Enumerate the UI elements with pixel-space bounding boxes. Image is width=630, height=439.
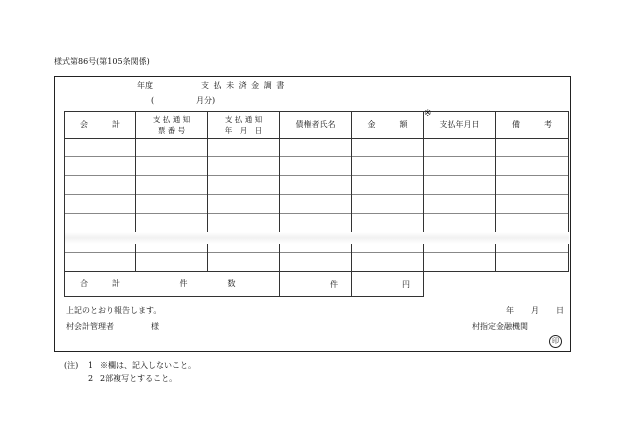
header-payment-date [424,109,495,138]
notes-label: (注) [64,361,79,370]
sender-name: 村指定金融機関 [472,322,528,331]
table-row-line [64,175,569,176]
seal-icon: 印 [549,335,562,348]
header-notice-number-line2: 票 番 号 [157,125,186,135]
count-label-text: 件 数 [179,279,236,288]
month-open-paren: ( [151,96,155,105]
form-title: 支 払 未 済 金 調 書 [201,81,286,90]
remark-mark: ※ [424,109,432,119]
header-notice-number [136,112,207,138]
header-amount [352,112,423,138]
header-notice-date-line2: 年 月 日 [224,125,263,135]
table-left-line [64,111,65,296]
header-account [65,112,135,138]
totals-bottom-line [64,296,424,297]
total-label-text: 合 計 [80,279,120,288]
fiscal-year-label: 年度 [137,81,153,90]
omitted-rows-band [65,232,569,244]
header-notice-number-line1: 支 払 通 知 [152,114,191,124]
header-remarks [496,112,568,138]
recipient-honorific: 様 [151,322,159,331]
month-label: 月分) [196,96,216,105]
table-row-line [64,194,569,195]
header-amount-label: 金 額 [367,120,408,129]
note-number: 2 [88,374,94,383]
report-text: 上記のとおり報告します。 [66,306,162,315]
column-divider [423,111,424,296]
header-creditor-name-label: 債権者氏名 [295,120,336,129]
count-unit: 件 [330,280,338,289]
column-divider [351,111,352,296]
header-creditor-name [280,112,351,138]
table-row-line [64,252,569,253]
note-text: ※欄は、記入しないこと。 [100,361,196,370]
date-year-label: 年 [506,306,514,315]
table-row-line [64,156,569,157]
header-payment-date-label: 支払年月日 [439,120,480,129]
header-account-label: 会 計 [80,120,120,129]
recipient-title: 村会計管理者 [66,322,114,331]
note-text: 2部複写とすること。 [100,374,178,383]
table-header-bottom-line [64,138,569,139]
date-day-label: 日 [556,306,564,315]
table-right-line [568,111,569,271]
table-row-line [64,213,569,214]
header-notice-date [208,112,279,138]
total-label [65,272,135,296]
amount-unit: 円 [402,280,410,289]
date-month-label: 月 [531,306,539,315]
header-notice-date-line1: 支 払 通 知 [224,114,263,124]
header-remarks-label: 備 考 [512,120,552,129]
column-divider [279,111,280,296]
form-number: 様式第86号(第105条関係) [54,57,150,66]
note-number: 1 [88,361,94,370]
count-label [136,272,279,296]
